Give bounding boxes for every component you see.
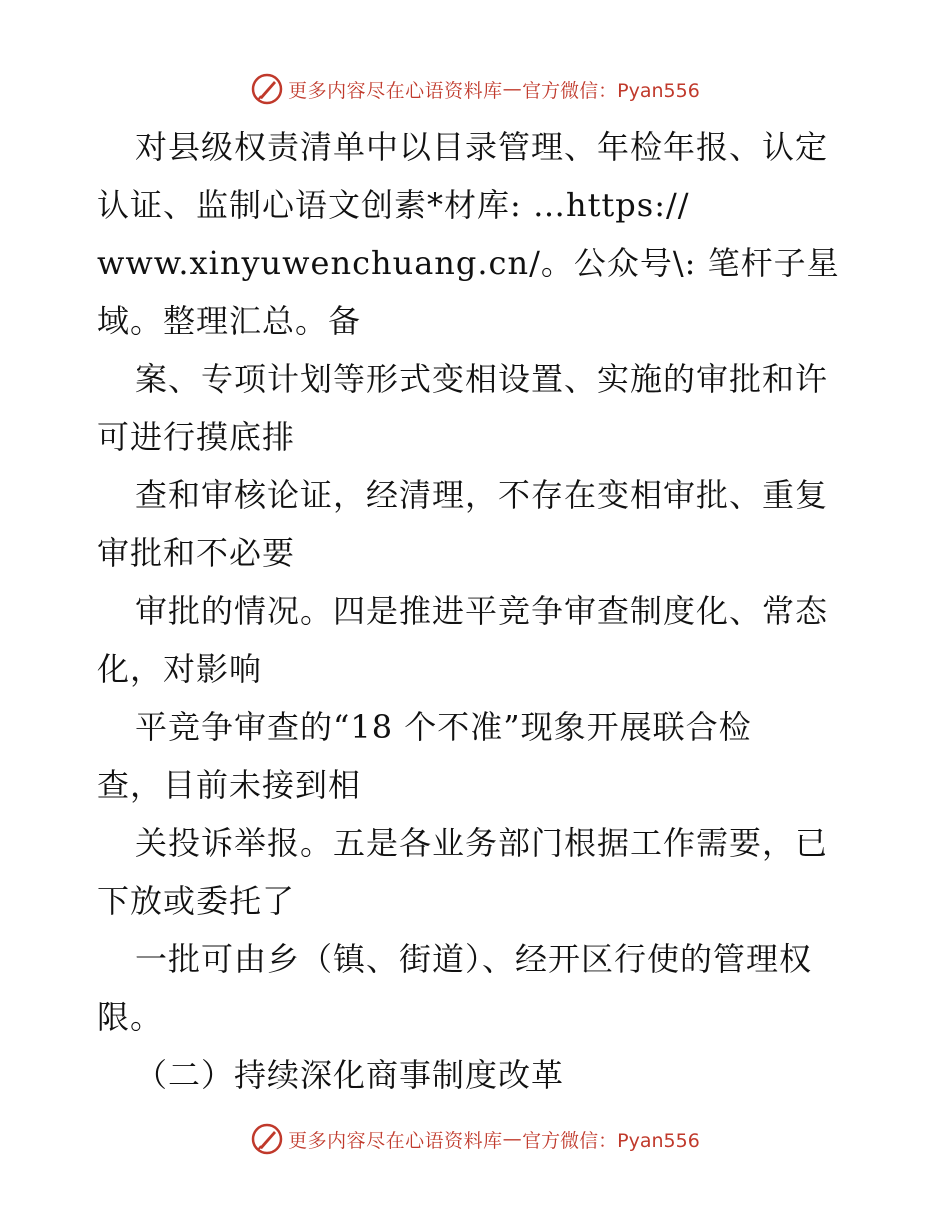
body-line: 认证、监制心语文创素*材库: …https:// [97, 186, 690, 224]
body-line: 案、专项计划等形式变相设置、实施的审批和许 [135, 360, 829, 398]
header-contact: 官方微信：Pyan556 [522, 79, 700, 102]
body-line: 审批和不必要 [97, 534, 296, 572]
body-line: 一批可由乡（镇、街道）、经开区行使的管理权 [135, 940, 813, 978]
body-line: www.xinyuwenchuang.cn/。公众号\: 笔杆子星 [97, 244, 840, 282]
body-line: 关投诉举报。五是各业务部门根据工作需要，已 [135, 824, 829, 862]
body-line: 可进行摸底排 [97, 418, 296, 456]
footer-contact: 官方微信：Pyan556 [522, 1129, 700, 1152]
body-line: 下放或委托了 [97, 882, 296, 920]
body-line: 化，对影响 [97, 650, 263, 688]
header-slogan: 更多内容尽在心语资料库 [288, 79, 503, 102]
footer-banner [0, 1122, 950, 1156]
body-line: 平竞争审查的“18 个不准”现象开展联合检 [135, 708, 752, 746]
footer-slogan: 更多内容尽在心语资料库 [288, 1129, 503, 1152]
document-body [97, 118, 857, 1104]
body-line: 审批的情况。四是推进平竞争审查制度化、常态 [135, 592, 829, 630]
header-banner [0, 72, 950, 106]
section-heading: （二）持续深化商事制度改革 [135, 1056, 565, 1094]
footer-separator: — [502, 1128, 523, 1150]
body-line: 查，目前未接到相 [97, 766, 362, 804]
quill-pen-logo-icon [250, 72, 284, 106]
body-line: 查和审核论证，经清理，不存在变相审批、重复 [135, 476, 829, 514]
body-line: 限。 [97, 998, 164, 1036]
body-line: 域。整理汇总。备 [97, 302, 362, 340]
quill-pen-logo-icon [250, 1122, 284, 1156]
header-separator: — [502, 78, 523, 100]
body-line: 对县级权责清单中以目录管理、年检年报、认定 [135, 128, 829, 166]
